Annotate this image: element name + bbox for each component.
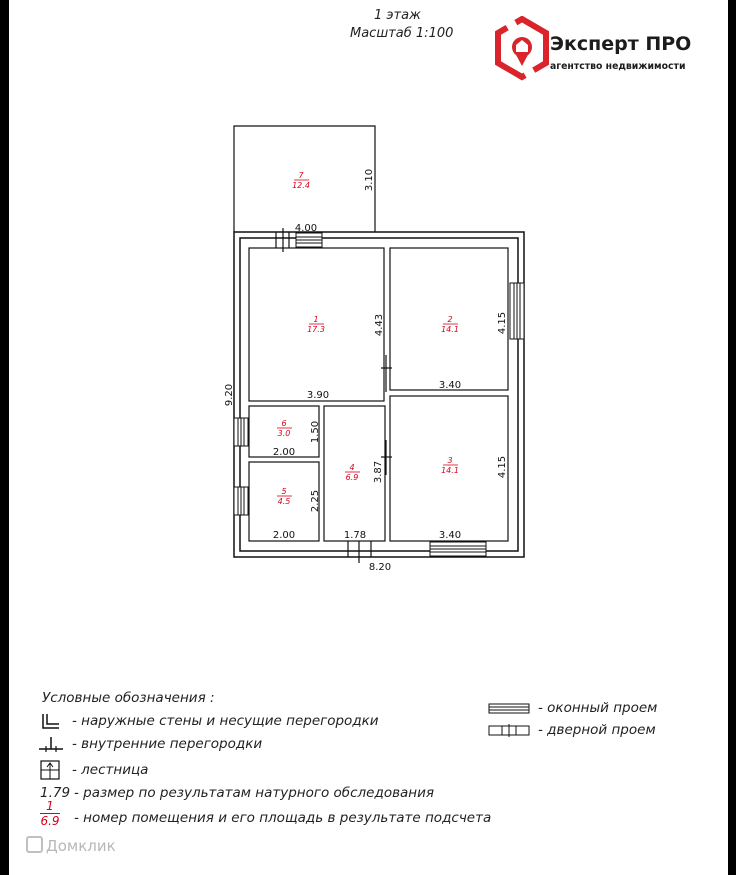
veranda-walls [234, 126, 375, 232]
room-labels [277, 168, 462, 506]
outer-walls [234, 232, 524, 557]
svg-text:14.1: 14.1 [441, 466, 459, 475]
watermark-text: Домклик [46, 837, 116, 855]
window-left-lower [234, 487, 248, 515]
room-label-2 [441, 315, 459, 334]
legend-text-inner-walls: - внутренние перегородки [72, 736, 263, 752]
dim-8-20: 8.20 [368, 562, 392, 573]
legend-text-room-label: - номер помещения и его площадь в результате подсчета [74, 810, 492, 826]
outer-wall-icon [40, 713, 62, 731]
dim-3-10: 3.10 [364, 168, 375, 192]
window-left-upper [234, 418, 248, 446]
svg-text:12.4: 12.4 [292, 181, 310, 190]
stairs-icon [40, 760, 60, 780]
room-label-5 [277, 487, 292, 506]
watermark [26, 836, 116, 855]
dim-9-20: 9.20 [224, 383, 235, 407]
watermark-logo-icon [26, 836, 43, 853]
legend-room-number: 1 [46, 799, 54, 813]
windows [234, 233, 524, 556]
dim-1-50: 1.50 [310, 420, 321, 444]
legend-room-area: 6.9 [40, 814, 60, 828]
legend-text-door: - дверной проем [538, 722, 656, 738]
logo-subtitle: агентство недвижимости [550, 61, 686, 72]
legend-symbol-dimension: 1.79 [40, 785, 71, 801]
legend-title: Условные обозначения : [42, 690, 215, 706]
room-label-7 [292, 171, 310, 190]
svg-text:3: 3 [447, 456, 453, 465]
window-top [296, 233, 322, 247]
dim-4-43: 4.43 [374, 313, 385, 337]
legend-text-window: - оконный проем [538, 700, 658, 716]
dim-3-90: 3.90 [306, 390, 330, 401]
svg-text:6.9: 6.9 [345, 473, 359, 482]
dim-3-40-bottom: 3.40 [438, 530, 462, 541]
window-right [510, 283, 524, 339]
dimension-labels [224, 169, 508, 573]
dim-3-87: 3.87 [373, 460, 384, 484]
legend-room-label-symbol [38, 800, 62, 827]
svg-text:14.1: 14.1 [441, 325, 459, 334]
room-label-6 [277, 419, 292, 438]
window-icon [488, 702, 530, 716]
window-bottom [430, 542, 486, 556]
dim-4-00: 4.00 [294, 223, 318, 234]
inner-wall-icon [36, 735, 66, 753]
door-bottom [348, 541, 371, 563]
legend-text-outer-walls: - наружные стены и несущие перегородки [72, 713, 379, 729]
legend-text-dimension: - размер по результатам натурного обследования [74, 785, 435, 801]
legend-text-stairs: - лестница [72, 762, 149, 778]
svg-text:7: 7 [298, 171, 304, 180]
dim-2-00-bottom: 2.00 [272, 530, 296, 541]
dim-2-00-top: 2.00 [272, 447, 296, 458]
floor-title: 1 этаж [374, 8, 421, 23]
svg-text:2: 2 [447, 315, 453, 324]
scale-label: Масштаб 1:100 [350, 26, 454, 41]
dim-4-15-bottom: 4.15 [497, 455, 508, 479]
dim-4-15-top: 4.15 [497, 311, 508, 335]
svg-text:4.5: 4.5 [277, 497, 291, 506]
svg-text:4: 4 [349, 463, 355, 472]
svg-text:17.3: 17.3 [307, 325, 325, 334]
svg-text:6: 6 [281, 419, 287, 428]
dim-1-78: 1.78 [343, 530, 367, 541]
room-label-4 [345, 463, 360, 482]
logo-title: Эксперт ПРО [550, 33, 692, 55]
svg-text:3.0: 3.0 [277, 429, 291, 438]
room-label-3 [441, 456, 459, 475]
room-label-1 [307, 315, 325, 334]
door-icon [488, 724, 530, 738]
svg-text:5: 5 [281, 487, 287, 496]
dim-3-40-top: 3.40 [438, 380, 462, 391]
dim-2-25: 2.25 [310, 489, 321, 513]
svg-text:1: 1 [313, 315, 319, 324]
